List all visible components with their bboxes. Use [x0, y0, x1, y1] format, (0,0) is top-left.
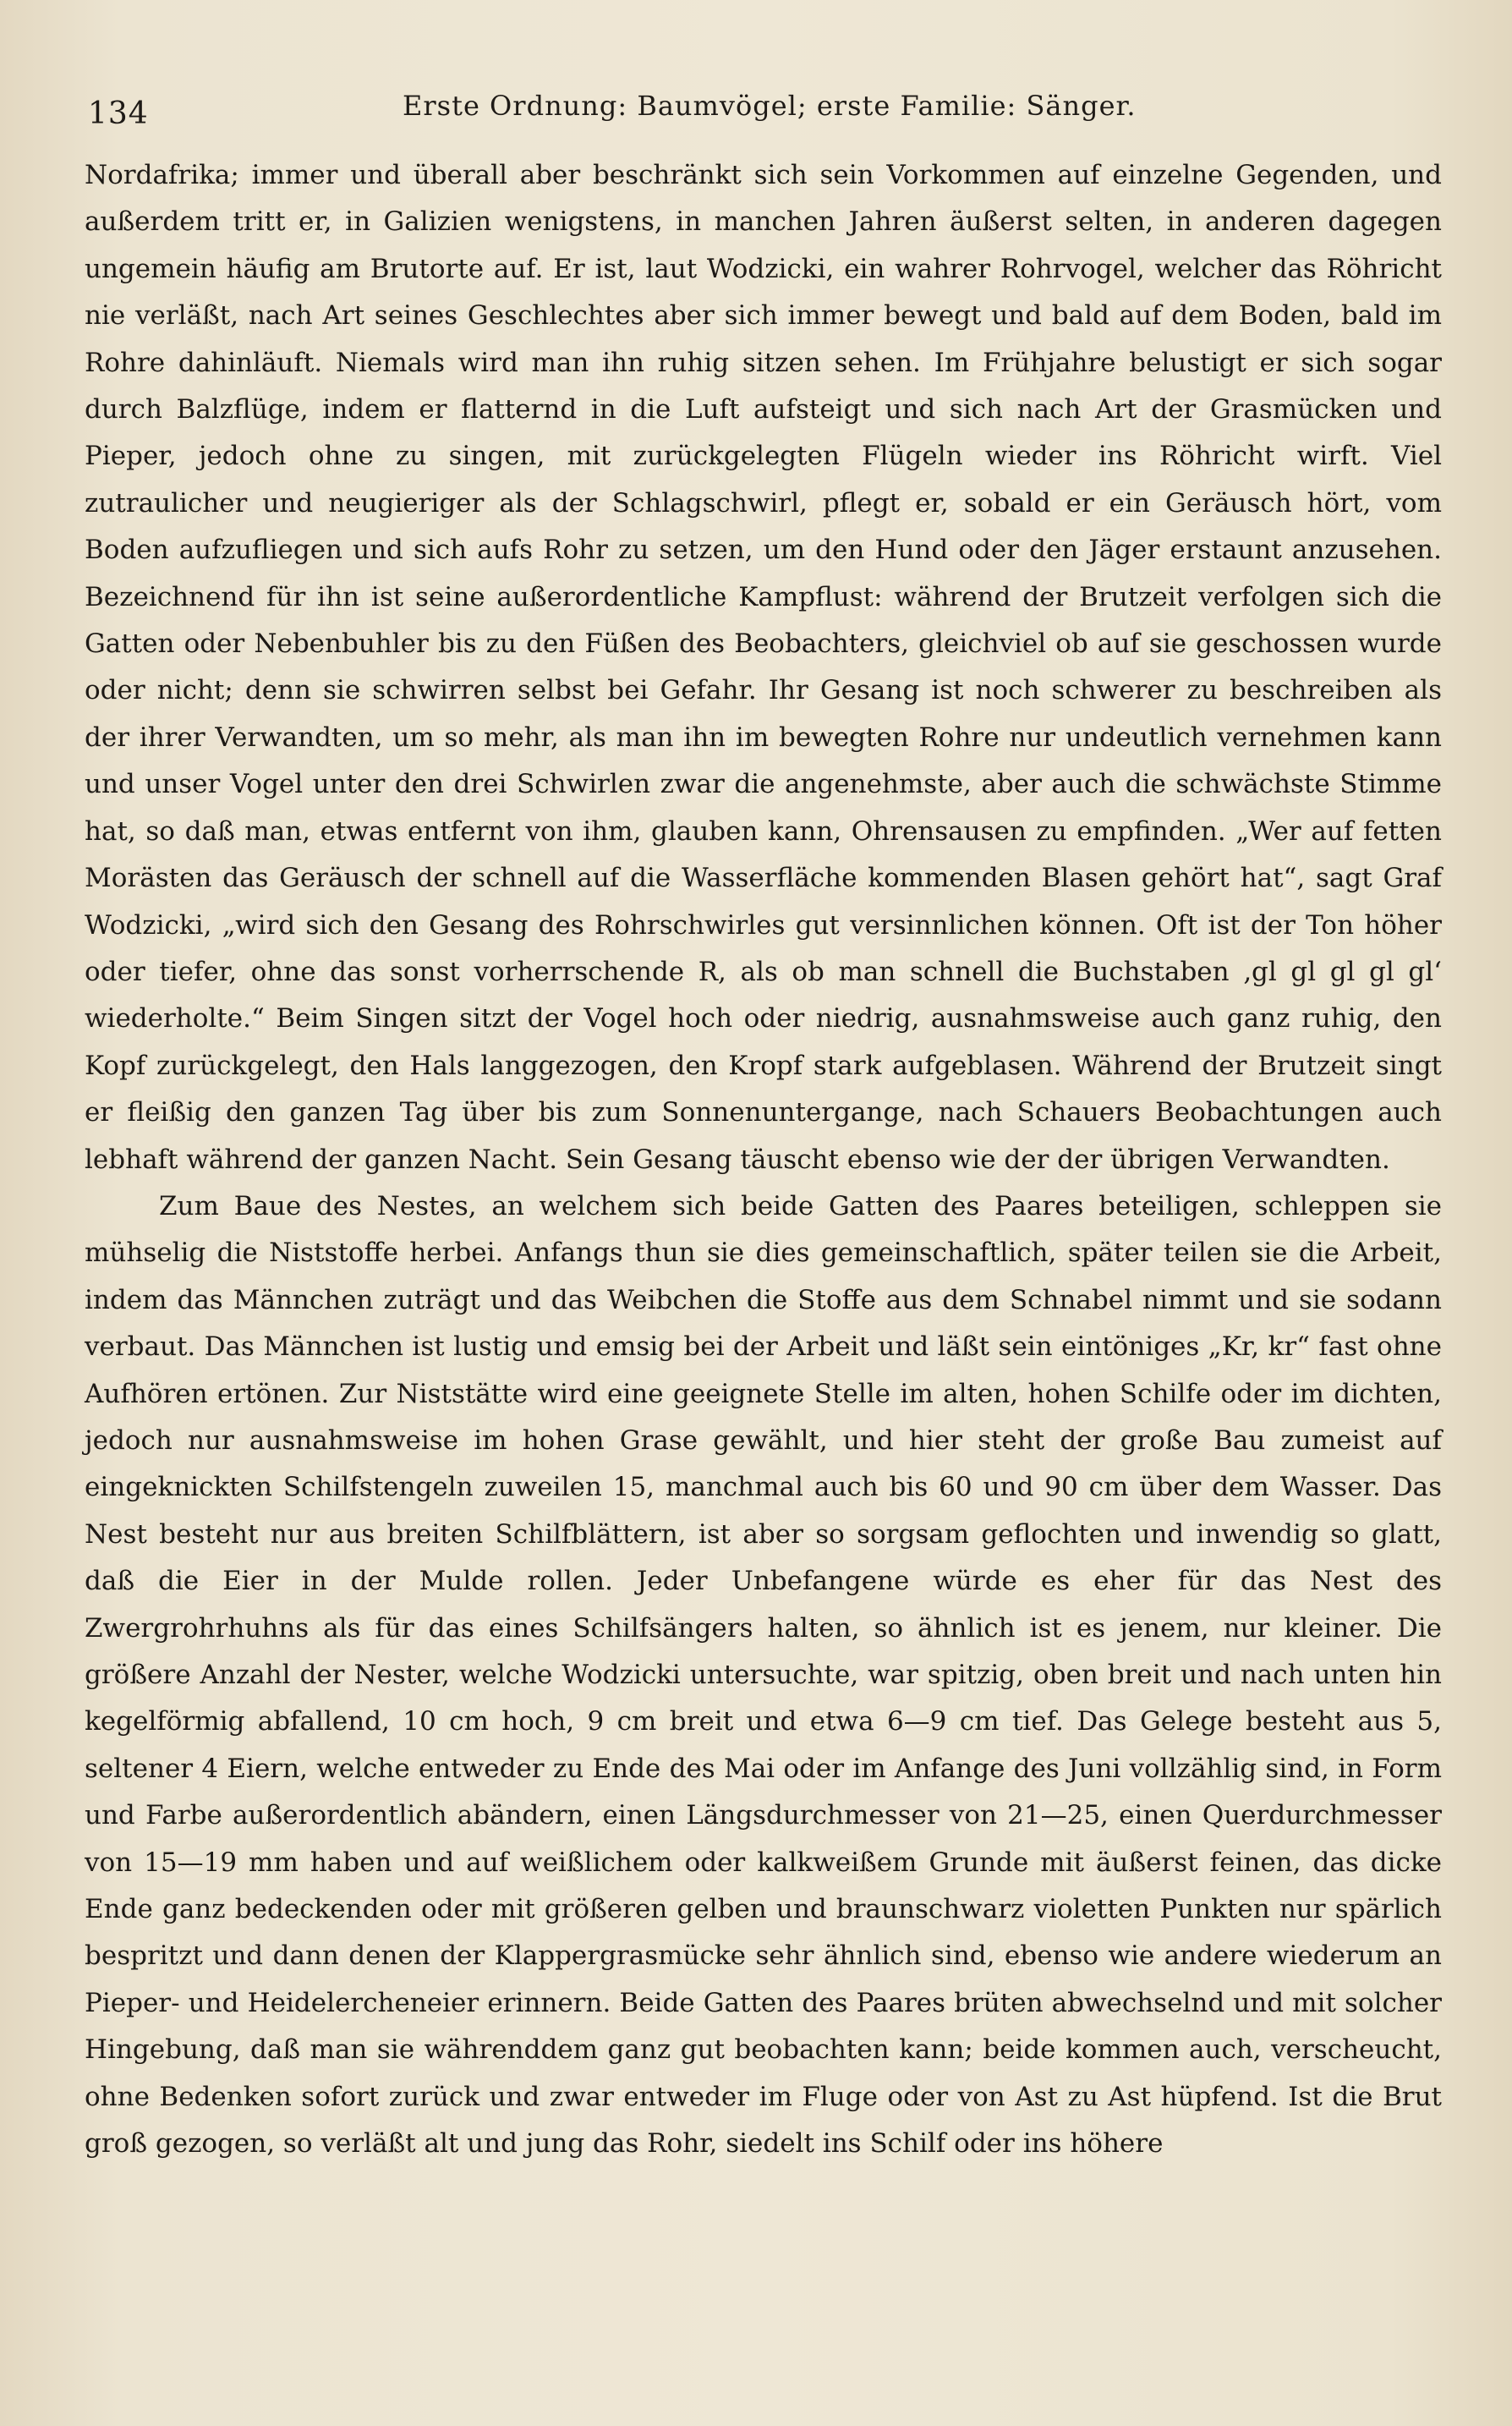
page-number: 134 — [88, 96, 149, 131]
paragraph-nest: Zum Baue des Nestes, an welchem sich beide Gatten des Paares beteiligen, schleppen sie mühselig die Niststoffe herbei. Anfangs thun sie dies gemeinschaftlich, später teilen sie die Arbeit, indem das Männchen zuträgt und das Weibchen die Stoffe aus dem Schnabel nimmt und sie sodann verbaut. Das Männchen ist lustig und emsig bei der Arbeit und läßt sein eintöniges „Kr, kr“ fast ohne Aufhören ertönen. Zur Niststätte wird eine geeignete Stelle im alten, hohen Schilfe oder im dichten, jedoch nur ausnahmsweise im hohen Grase gewählt, und hier steht der große Bau zumeist auf eingeknickten Schilfstengeln zuweilen 15, manchmal auch bis 60 und 90 cm über dem Wasser. Das Nest besteht nur aus breiten Schilfblättern, ist aber so sorgsam geflochten und inwendig so glatt, daß die Eier in der Mulde rollen. Jeder Unbefangene würde es eher für das Nest des Zwergrohrhuhns als für das eines Schilfsängers halten, so ähnlich ist es jenem, nur kleiner. Die größere Anzahl der Nester, welche Wodzicki untersuchte, war spitzig, oben breit und nach unten hin kegelförmig abfallend, 10 cm hoch, 9 cm breit und etwa 6—9 cm tief. Das Gelege besteht aus 5, seltener 4 Eiern, welche entweder zu Ende des Mai oder im Anfange des Juni vollzählig sind, in Form und Farbe außerordentlich abändern, einen Längsdurchmesser von 21—25, einen Querdurchmesser von 15—19 mm haben und auf weißlichem oder kalkweißem Grunde mit äußerst feinen, das dicke Ende ganz bedeckenden oder mit größeren gelben und braunschwarz violetten Punkten nur spärlich bespritzt und dann denen der Klappergrasmücke sehr ähnlich sind, ebenso wie andere wiederum an Pieper- und Heidelercheneier erinnern. Beide Gatten des Paares brüten abwechselnd und mit solcher Hingebung, daß man sie währenddem ganz gut beobachten kann; beide kommen auch, verscheucht, ohne Bedenken sofort zurück und zwar entweder im Fluge oder von Ast zu Ast hüpfend. Ist die Brut groß gezogen, so verläßt alt und jung das Rohr, siedelt ins Schilf oder ins höhere — [85, 1190, 1442, 2160]
body-text — [85, 152, 1442, 2167]
running-head: Erste Ordnung: Baumvögel; erste Familie: Sänger. — [403, 90, 1137, 122]
page-header — [88, 81, 1441, 132]
paragraph-continued: Nordafrika; immer und überall aber beschränkt sich sein Vorkommen auf einzelne Gegenden, und außerdem tritt er, in Galizien wenigstens, in manchen Jahren äußerst selten, in anderen dagegen ungemein häufig am Brutorte auf. Er ist, laut Wodzicki, ein wahrer Rohrvogel, welcher das Röhricht nie verläßt, nach Art seines Geschlechtes aber sich immer bewegt und bald auf dem Boden, bald im Rohre dahinläuft. Niemals wird man ihn ruhig sitzen sehen. Im Frühjahre belustigt er sich sogar durch Balzflüge, indem er flatternd in die Luft aufsteigt und sich nach Art der Grasmücken und Pieper, jedoch ohne zu singen, mit zurückgelegten Flügeln wieder ins Röhricht wirft. Viel zutraulicher und neugieriger als der Schlagschwirl, pflegt er, sobald er ein Geräusch hört, vom Boden aufzufliegen und sich aufs Rohr zu setzen, um den Hund oder den Jäger erstaunt anzusehen. Bezeichnend für ihn ist seine außerordentliche Kampflust: während der Brutzeit verfolgen sich die Gatten oder Nebenbuhler bis zu den Füßen des Beobachters, gleichviel ob auf sie geschossen wurde oder nicht; denn sie schwirren selbst bei Gefahr. Ihr Gesang ist noch schwerer zu beschreiben als der ihrer Verwandten, um so mehr, als man ihn im bewegten Rohre nur undeutlich vernehmen kann und unser Vogel unter den drei Schwirlen zwar die angenehmste, aber auch die schwächste Stimme hat, so daß man, etwas entfernt von ihm, glauben kann, Ohrensausen zu empfinden. „Wer auf fetten Morästen das Geräusch der schnell auf die Wasserfläche kommenden Blasen gehört hat“, sagt Graf Wodzicki, „wird sich den Gesang des Rohrschwirles gut versinnlichen können. Oft ist der Ton höher oder tiefer, ohne das sonst vorherrschende R, als ob man schnell die Buchstaben ‚gl gl gl gl gl‘ wiederholte.“ Beim Singen sitzt der Vogel hoch oder niedrig, ausnahmsweise auch ganz ruhig, den Kopf zurückgelegt, den Hals langgezogen, den Kropf stark aufgeblasen. Während der Brutzeit singt er fleißig den ganzen Tag über bis zum Sonnenuntergange, nach Schauers Beobachtungen auch lebhaft während der ganzen Nacht. Sein Gesang täuscht ebenso wie der der übrigen Verwandten. — [85, 160, 1442, 1175]
